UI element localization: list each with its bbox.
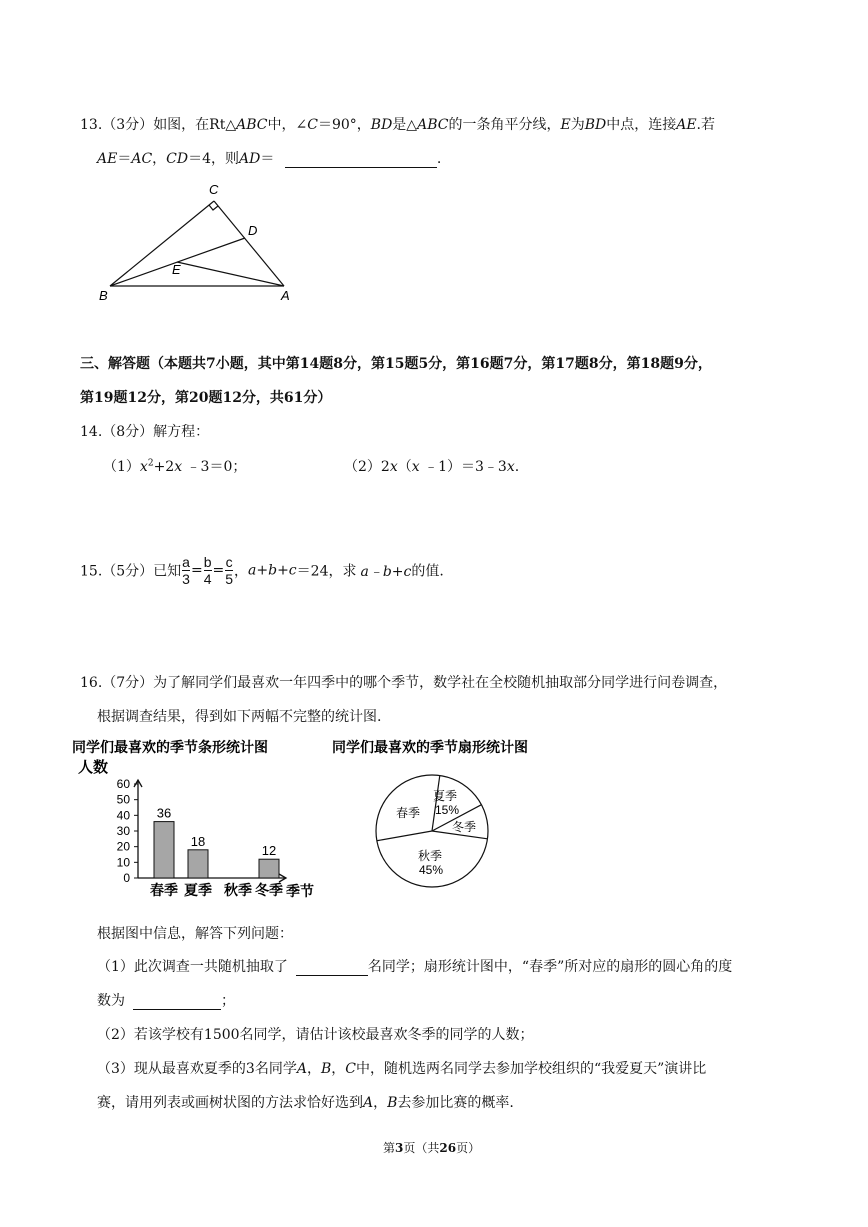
- bar-category-label: 春季: [150, 882, 178, 898]
- q16-sub1-cont: 数为 ；: [97, 993, 235, 1009]
- section-3-header-line1: 三、解答题（本题共7小题，其中第14题8分，第15题5分，第16题7分，第17题8分，第18题9分，: [80, 356, 712, 372]
- q15: 15.（5分）已知 $\frac{a}{3}$ = $\frac{b}{4}$ = $\frac{c}{5}$ ，a+b+c＝24，求 a﹣b+c的值.: [80, 554, 444, 587]
- page-footer: 第3页（共26页）: [383, 1141, 481, 1155]
- q13-triangle-figure: [95, 178, 305, 308]
- q16-line2: 根据调查结果，得到如下两幅不完整的统计图.: [97, 709, 382, 725]
- pie-label-summer: 夏季: [433, 789, 458, 803]
- label-A: A: [281, 288, 290, 303]
- bar-ytick-label: 0: [123, 871, 130, 885]
- section-3-header-line2: 第19题12分，第20题12分，共61分）: [80, 390, 332, 406]
- bar-value-label: 12: [261, 843, 277, 859]
- bar-ytick-label: 10: [116, 855, 130, 870]
- q13-line2: AE＝AC，CD＝4，则AD＝ .: [97, 151, 442, 167]
- label-D: D: [248, 223, 258, 238]
- q16-sub3-cont: 赛，请用列表或画树状图的方法求恰好选到A，B去参加比赛的概率.: [97, 1095, 514, 1111]
- pie-pct-summer: 15%: [435, 803, 460, 817]
- q16-line1: 16.（7分）为了解同学们最喜欢一年四季中的哪个季节，数学社在全校随机抽取部分同学进行问卷调查，: [80, 675, 728, 691]
- bar-value-label: 18: [190, 833, 206, 849]
- bar-ytick-label: 60: [116, 777, 130, 791]
- bar-chart: [68, 736, 328, 904]
- bar-ytick-label: 40: [116, 808, 130, 823]
- label-E: E: [172, 262, 181, 277]
- q14-part1: $(1)x^2+2x$ ﹣3＝0；: [103, 458, 247, 475]
- bar-category-label: 夏季: [184, 882, 212, 898]
- q16-info: 根据图中信息，解答下列问题：: [97, 926, 293, 942]
- bar-1: [188, 850, 208, 878]
- bar-ytick-label: 30: [116, 824, 130, 838]
- frac-a-3: $\frac{a}{3}$: [182, 554, 190, 587]
- pie-chart: [328, 736, 558, 896]
- bar-chart-xlabel: 季节: [286, 883, 314, 899]
- q13-line1: 13.（3分）如图，在Rt△ABC中，∠C＝90°，BD是△ABC的一条角平分线，E为BD中点，连接AE.若: [80, 117, 715, 133]
- pie-label-spring: 春季: [396, 806, 421, 820]
- bar-category-label: 冬季: [255, 882, 283, 898]
- bar-ytick-label: 50: [116, 792, 130, 807]
- q13-answer-blank[interactable]: [285, 151, 437, 168]
- bar-ytick-label: 20: [116, 839, 130, 854]
- bar-0: [154, 822, 174, 878]
- q16-sub1: （1）此次调查一共随机抽取了 名同学；扇形统计图中，“春季”所对应的扇形的圆心角的度: [97, 959, 733, 975]
- bar-value-label: 36: [156, 805, 172, 821]
- frac-b-4: $\frac{b}{4}$: [203, 554, 212, 587]
- label-B: B: [99, 288, 108, 303]
- bar-category-label: 秋季: [224, 882, 252, 898]
- q16-sub2: （2）若该学校有1500名同学，请估计该校最喜欢冬季的同学的人数；: [97, 1027, 534, 1043]
- q14-part2: （2）2x（x ﹣1）＝3﹣3x.: [344, 459, 520, 475]
- pie-label-autumn: 秋季: [418, 849, 443, 863]
- q16-blank-count[interactable]: [296, 959, 368, 976]
- bar-chart-ylabel: 人数: [78, 759, 109, 776]
- frac-c-5: $\frac{c}{5}$: [225, 554, 234, 587]
- label-C: C: [209, 182, 219, 197]
- q16-blank-angle[interactable]: [133, 993, 221, 1010]
- q16-sub3: （3）现从最喜欢夏季的3名同学A，B，C中，随机选两名同学去参加学校组织的“我爱夏天”演讲比: [97, 1061, 707, 1077]
- q14-head: 14.（8分）解方程：: [80, 424, 210, 440]
- pie-label-winter: 冬季: [452, 820, 477, 834]
- bar-3: [259, 859, 279, 878]
- pie-pct-autumn: 45%: [419, 863, 444, 877]
- pie-chart-title: 同学们最喜欢的季节扇形统计图: [332, 739, 528, 755]
- bar-chart-title: 同学们最喜欢的季节条形统计图: [72, 739, 268, 755]
